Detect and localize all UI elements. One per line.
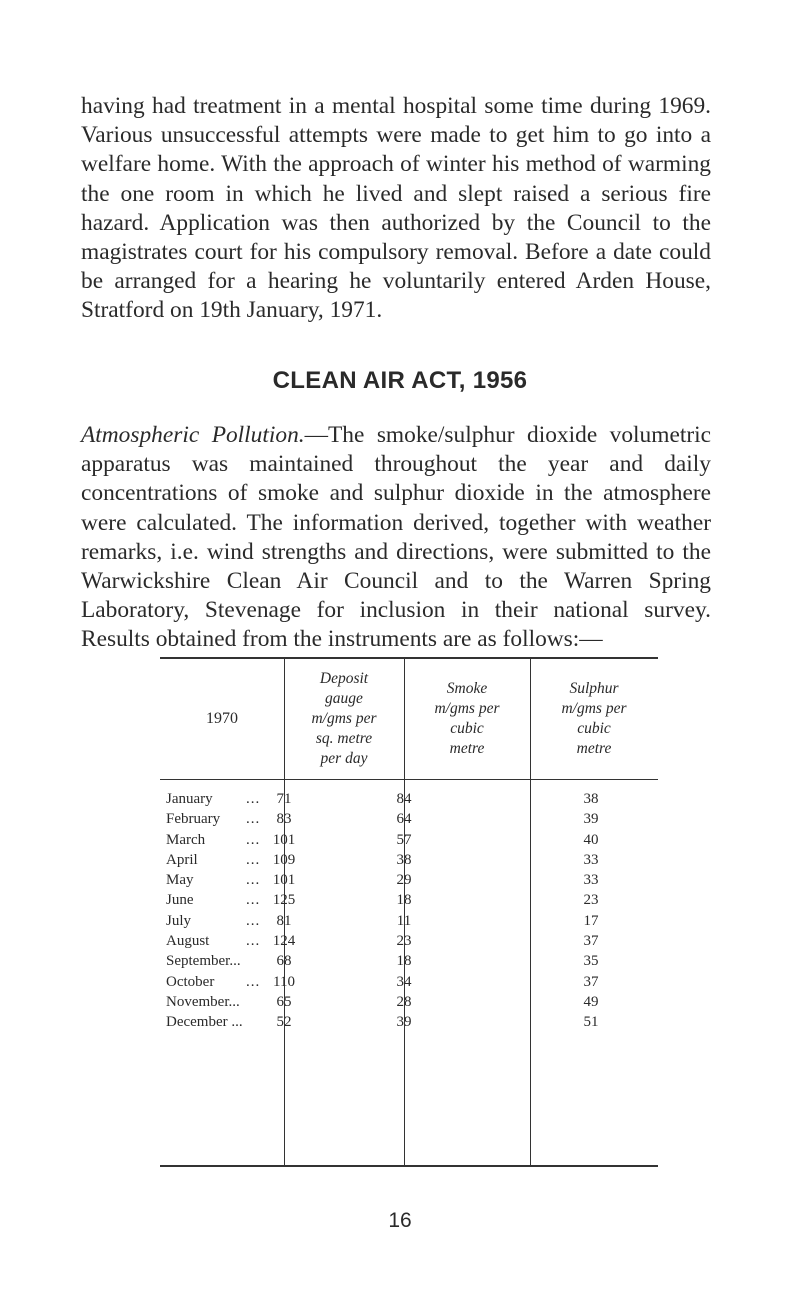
pollution-paragraph <box>81 421 711 655</box>
page-number: 16 <box>388 1209 412 1232</box>
header-sulphur: Sulphur m/gms per cubic metre <box>561 680 627 757</box>
header-year: 1970 <box>206 710 238 727</box>
table-row: May ... 101 29 33 <box>166 872 599 889</box>
table-row: March ... 101 57 40 <box>166 831 599 848</box>
pollution-lead: Atmospheric Pollution. <box>81 422 305 448</box>
table-row: September... 68 18 35 <box>166 953 599 970</box>
table-row: April ... 109 38 33 <box>166 851 599 868</box>
section-heading: CLEAN AIR ACT, 1956 <box>272 367 528 394</box>
table-row: January ... 71 84 38 <box>166 791 599 807</box>
table-row: November... 65 28 49 <box>166 993 599 1010</box>
pollution-table <box>160 657 658 1167</box>
table-row: August ... 124 23 37 <box>166 933 599 950</box>
header-smoke: Smoke m/gms per cubic metre <box>434 680 500 757</box>
table-row: February ... 83 64 39 <box>166 811 599 828</box>
pollution-text: —The smoke/sulphur dioxide volumetric apparatus was maintained throughout the year and daily concentrations of smoke and sulphur dioxide in the atmosphere were calculated. The information derived, together with weather remarks, i.e. wind strengths and directions, were submitted to the Warwickshire Clean Air Council and to the Warren Spring Laboratory, Stevenage for inclusion in their national survey. Results obtained from the instruments are as follows:— <box>81 422 711 653</box>
header-rule <box>160 779 658 780</box>
table-row: October ... 110 34 37 <box>166 973 599 990</box>
header-deposit: Deposit gauge m/gms per sq. metre per day <box>311 670 377 767</box>
table-body <box>160 789 658 1033</box>
table-row: June ... 125 18 23 <box>166 892 599 909</box>
table-row: July ... 81 11 17 <box>166 912 599 929</box>
table-row: December ... 52 39 51 <box>166 1014 599 1031</box>
intro-paragraph: having had treatment in a mental hospital some time during 1969. Various unsuccessful attempts were made to get him to go into a welfare home. With the approach of winter his method of warming the one room in which he lived and slept raised a serious fire hazard. Application was then authorized by the Council to the magistrates court for his compulsory removal. Before a date could be arranged for a hearing he voluntarily entered Arden House, Stratford on 19th January, 1971. <box>81 93 711 324</box>
